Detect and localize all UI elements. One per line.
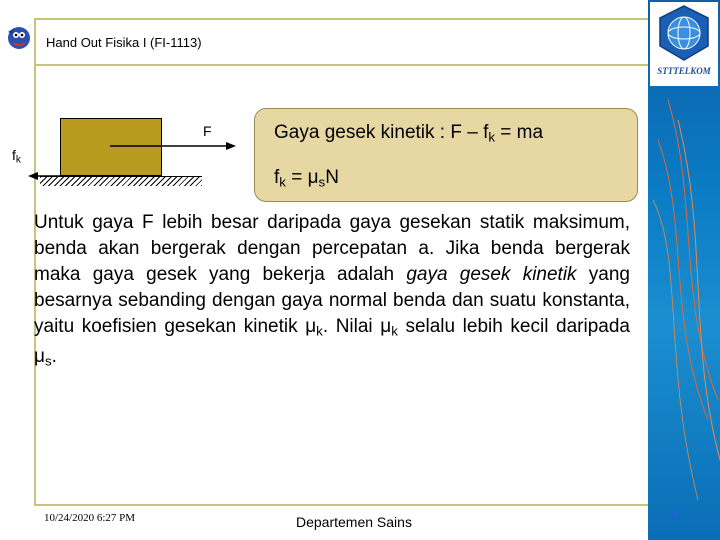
force-label: F: [203, 123, 212, 139]
logo-text: STTTELKOM: [657, 66, 711, 76]
formula-friction-coefficient: $f_k = \mu_sN$: [274, 167, 339, 190]
sonic-logo-icon: [4, 22, 34, 52]
formula-kinetic-friction: Gaya gesek kinetik : F – $f_k$ = ma: [274, 122, 544, 145]
friction-arrow-head-icon: [28, 172, 38, 180]
body-paragraph: Untuk gaya F lebih besar daripada gaya gesekan statik maksimum, benda akan bergerak dengan percepatan a. Jika benda bergerak maka gaya gesek yang bekerja adalah gaya gesek kinetik yang besarnya sebanding dengan gaya normal benda dan suatu konstanta, yaitu koefisien gesekan kinetik $\mu_k$. Nilai $\mu_k$ selalu lebih kecil daripada $\mu_s$.: [34, 212, 630, 369]
footer-department: Departemen Sains: [296, 514, 412, 530]
page-number: 3: [671, 508, 679, 522]
force-arrows: [0, 100, 260, 200]
footer-date: 10/24/2020 6:27 PM: [44, 512, 136, 524]
page-title: Hand Out Fisika I (FI-1113): [46, 35, 202, 50]
force-arrow-head-icon: [226, 142, 236, 150]
frame-bottom-line: [34, 504, 648, 506]
friction-label: $f_k$: [12, 147, 21, 166]
globe-icon: [650, 2, 718, 64]
